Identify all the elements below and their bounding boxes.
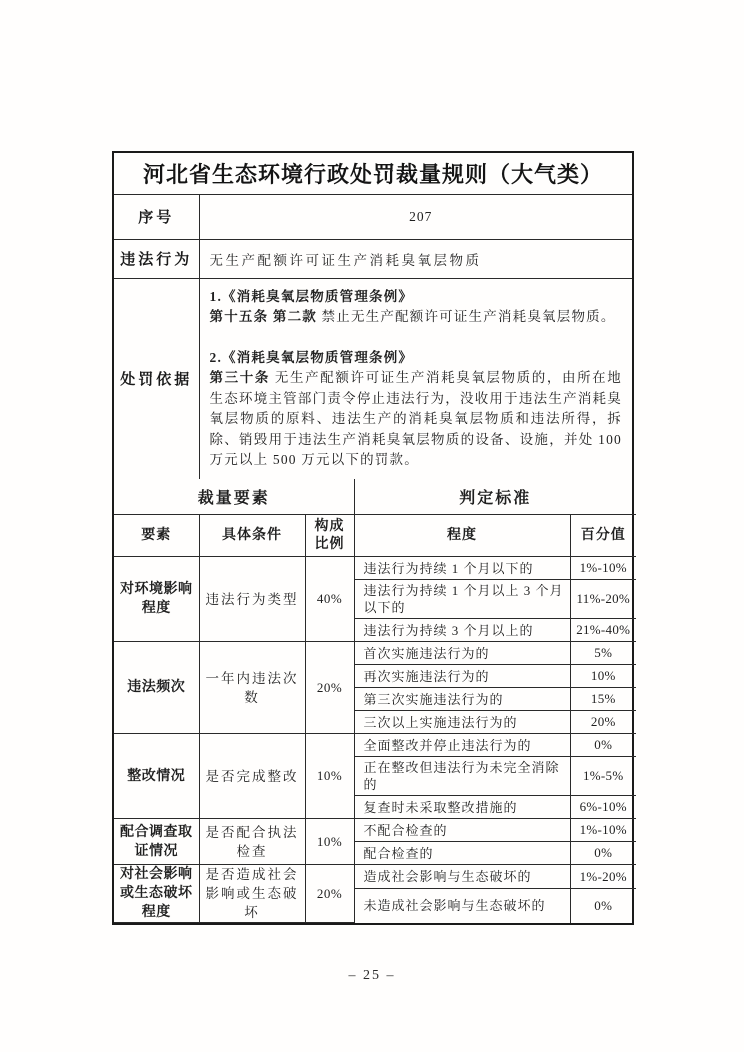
- degree-cell: 第三次实施违法行为的: [354, 688, 570, 711]
- percent-cell: 5%: [570, 642, 636, 665]
- percent-cell: 0%: [570, 842, 636, 865]
- criteria-row: [114, 865, 636, 889]
- judgment-criteria-header: 判定标准: [354, 479, 636, 515]
- column-header-row: [114, 515, 636, 557]
- factor-cell: 对环境影响程度: [114, 557, 199, 642]
- serial-label: 序号: [114, 194, 199, 239]
- article-text: 禁止无生产配额许可证生产消耗臭氧层物质。: [316, 309, 616, 324]
- degree-cell: 复查时未采取整改措施的: [354, 796, 570, 819]
- penalty-basis-label: 处罚依据: [114, 278, 199, 479]
- degree-cell: 配合检查的: [354, 842, 570, 865]
- condition-cell: 违法行为类型: [199, 557, 305, 642]
- degree-cell: 三次以上实施违法行为的: [354, 711, 570, 734]
- article-reference: 第三十条: [209, 370, 270, 385]
- discretion-factors-header: 裁量要素: [114, 479, 354, 515]
- ratio-cell: 10%: [305, 819, 354, 865]
- degree-cell: 未造成社会影响与生态破坏的: [354, 889, 570, 923]
- percent-cell: 11%-20%: [570, 580, 636, 619]
- degree-cell: 违法行为持续 3 个月以上的: [354, 619, 570, 642]
- percent-cell: 1%-10%: [570, 557, 636, 580]
- criteria-row: [114, 819, 636, 842]
- penalty-basis-row: [114, 278, 632, 479]
- rule-header-table: [114, 153, 632, 479]
- ratio-cell: 20%: [305, 865, 354, 923]
- condition-cell: 是否完成整改: [199, 734, 305, 819]
- basis-item-2: [210, 348, 623, 471]
- article-reference: 第十五条 第二款: [209, 309, 317, 324]
- illegal-behavior-label: 违法行为: [114, 239, 199, 278]
- percent-cell: 1%-10%: [570, 819, 636, 842]
- criteria-row: [114, 642, 636, 665]
- condition-cell: 是否配合执法检查: [199, 819, 305, 865]
- degree-cell: 全面整改并停止违法行为的: [354, 734, 570, 757]
- serial-value: 207: [199, 194, 632, 239]
- condition-cell: 一年内违法次数: [199, 642, 305, 734]
- ratio-cell: 20%: [305, 642, 354, 734]
- law-title: 2.《消耗臭氧层物质管理条例》: [209, 349, 414, 365]
- section-header-row: [114, 479, 636, 515]
- percent-cell: 1%-20%: [570, 865, 636, 889]
- col-header-percent: 百分值: [570, 515, 636, 557]
- law-title: 1.《消耗臭氧层物质管理条例》: [209, 288, 414, 304]
- illegal-behavior-row: [114, 239, 632, 278]
- percent-cell: 1%-5%: [570, 757, 636, 796]
- col-header-factor: 要素: [114, 515, 199, 557]
- col-header-condition: 具体条件: [199, 515, 305, 557]
- criteria-row: [114, 557, 636, 580]
- document-title: 河北省生态环境行政处罚裁量规则（大气类）: [114, 153, 632, 194]
- percent-cell: 0%: [570, 889, 636, 923]
- percent-cell: 20%: [570, 711, 636, 734]
- percent-cell: 0%: [570, 734, 636, 757]
- condition-cell: 是否造成社会影响或生态破坏: [199, 865, 305, 923]
- illegal-behavior-value: 无生产配额许可证生产消耗臭氧层物质: [199, 239, 632, 278]
- criteria-table: [114, 479, 636, 924]
- degree-cell: 再次实施违法行为的: [354, 665, 570, 688]
- percent-cell: 10%: [570, 665, 636, 688]
- factor-cell: 配合调查取证情况: [114, 819, 199, 865]
- ratio-cell: 40%: [305, 557, 354, 642]
- percent-cell: 6%-10%: [570, 796, 636, 819]
- basis-item-1: [210, 287, 623, 328]
- percent-cell: 15%: [570, 688, 636, 711]
- degree-cell: 违法行为持续 1 个月以上 3 个月以下的: [354, 580, 570, 619]
- title-row: [114, 153, 632, 194]
- col-header-ratio: 构成比例: [305, 515, 354, 557]
- factor-cell: 违法频次: [114, 642, 199, 734]
- penalty-rule-table: [112, 151, 634, 925]
- factor-cell: 对社会影响或生态破坏程度: [114, 865, 199, 923]
- degree-cell: 违法行为持续 1 个月以下的: [354, 557, 570, 580]
- serial-row: [114, 194, 632, 239]
- criteria-row: [114, 734, 636, 757]
- penalty-basis-content: [199, 278, 632, 479]
- percent-cell: 21%-40%: [570, 619, 636, 642]
- degree-cell: 不配合检查的: [354, 819, 570, 842]
- col-header-degree: 程度: [354, 515, 570, 557]
- factor-cell: 整改情况: [114, 734, 199, 819]
- degree-cell: 造成社会影响与生态破坏的: [354, 865, 570, 889]
- degree-cell: 正在整改但违法行为未完全消除的: [354, 757, 570, 796]
- ratio-cell: 10%: [305, 734, 354, 819]
- article-text: 无生产配额许可证生产消耗臭氧层物质的，由所在地生态环境主管部门责令停止违法行为，没收用于违法生产消耗臭氧层物质的原料、违法生产的消耗臭氧层物质和违法所得，拆除、销毁用于违法生产消耗臭氧层物质的设备、设施，并处 100 万元以上 500 万元以下的罚款。: [209, 370, 622, 467]
- page-number: – 25 –: [348, 968, 396, 983]
- degree-cell: 首次实施违法行为的: [354, 642, 570, 665]
